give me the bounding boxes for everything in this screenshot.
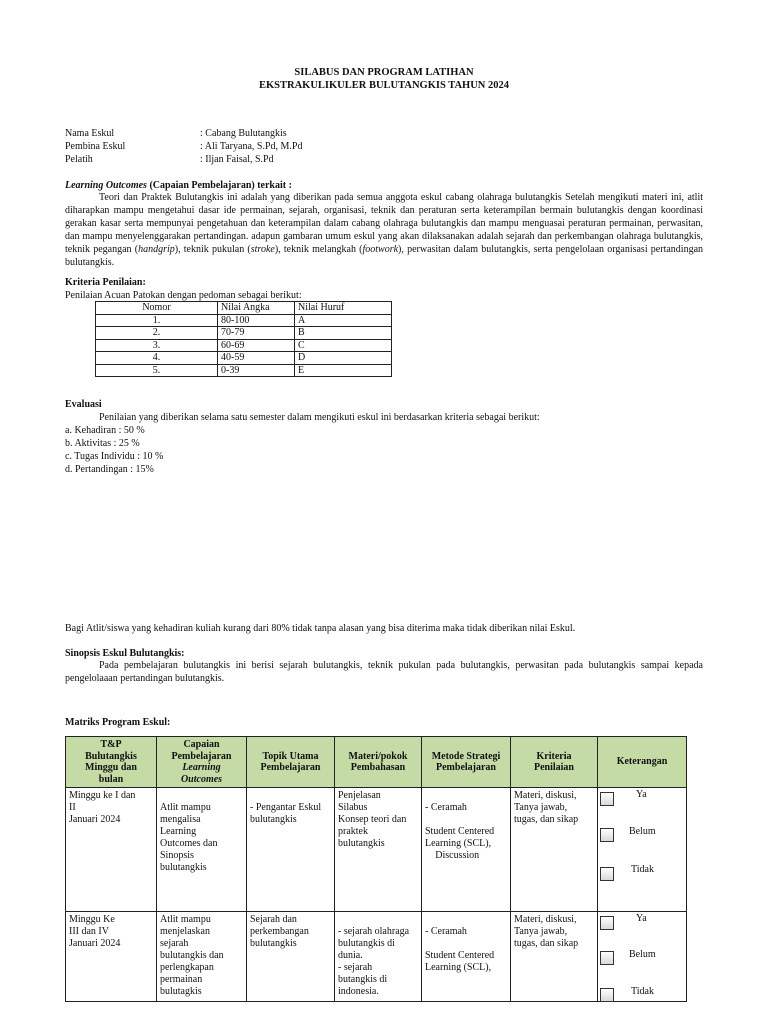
term-handgrip: handgrip <box>138 244 175 255</box>
cell-line <box>250 790 331 802</box>
matrix-cell-keterangan <box>598 912 687 1002</box>
matrix-header-kriteria <box>511 737 598 788</box>
term-footwork: footwork <box>362 244 399 255</box>
checkbox-tidak[interactable] <box>600 988 614 1002</box>
checkbox-tidak[interactable] <box>600 867 614 881</box>
cell-line: Student Centered <box>425 950 495 961</box>
document-title-line-2: EKSTRAKULIKULER BULUTANGKIS TAHUN 2024 <box>258 80 509 91</box>
cell-line: menjelaskan <box>160 926 210 937</box>
kriteria-intro: Penilaian Acuan Patokan dengan pedoman sebagai berikut: <box>65 290 302 301</box>
checkbox-label: Belum <box>629 826 656 837</box>
document-title-line-1: SILABUS DAN PROGRAM LATIHAN <box>294 67 474 78</box>
grade-table-row <box>96 327 392 340</box>
info-label: Pelatih <box>65 154 93 165</box>
cell-line: sejarah <box>160 938 189 949</box>
matrix-cell-kriteria <box>511 912 598 1002</box>
cell-line: Penjelasan <box>338 790 381 801</box>
cell-line <box>425 790 507 802</box>
cell-line: Januari 2024 <box>69 938 121 949</box>
matrix-cell-metode <box>422 912 511 1002</box>
cell-line: II <box>69 802 76 813</box>
matriks-heading: Matriks Program Eskul: <box>65 717 171 728</box>
grade-cell: E <box>295 364 392 377</box>
cell-line: bulutangkis <box>338 838 385 849</box>
cell-line <box>425 914 507 926</box>
sinopsis-heading: Sinopsis Eskul Bulutangkis: <box>65 648 185 659</box>
matrix-header-row <box>66 737 687 788</box>
grade-cell: D <box>295 352 392 365</box>
grade-cell: A <box>295 314 392 327</box>
matrix-cell-materi <box>335 788 422 912</box>
grade-cell: 0-39 <box>218 364 295 377</box>
matrix-row <box>66 912 687 1002</box>
header-line: bulan <box>98 773 124 785</box>
info-value: : Cabang Bulutangkis <box>200 128 287 139</box>
matrix-cell-metode <box>422 788 511 912</box>
header-line-italic: Learning <box>182 762 221 773</box>
cell-line <box>425 814 507 826</box>
cell-line: Discussion <box>425 850 469 861</box>
grade-table-row <box>96 364 392 377</box>
cell-line: Materi, diskusi, <box>514 790 577 801</box>
grade-cell: 60-69 <box>218 339 295 352</box>
cell-line <box>160 790 243 802</box>
matrix-header-keterangan <box>598 737 687 788</box>
paragraph-text: ), teknik pukulan ( <box>174 244 251 255</box>
cell-line: mengalisa <box>160 814 201 825</box>
cell-line: Tanya jawab, <box>514 802 568 813</box>
evaluasi-item: c. Tugas Individu : 10 % <box>65 451 164 462</box>
paragraph-text: Teori dan Praktek Bulutangkis ini adalah yang diberikan pada semua anggota eskul cabang olahraga bulutangkis Setelah mengikuti materi ini, atlit diharapkan mampu mengetahui dasar ide permainan, sejarah, organisasi, teknik dan peraturan serta keterampilan bermain bulutangkis dengan koordinasi gerakan kasar serta mempunyai pengetahuan dan keterampilan dalam cabang olahraga bulutangkis dan mampu menguasai peraturan permainan, perwasitan, dan mampu menyelenggarakan pertandingan. adapun gambaran umum eskul yang akan dilaksanakan adalah sejarah dan perkembangan olahraga bulutangkis, teknik pegangan ( <box>65 192 703 255</box>
kriteria-heading: Kriteria Penilaian: <box>65 277 146 288</box>
header-line: Pembelajaran <box>260 762 321 773</box>
header-line: Pembelajaran <box>171 750 232 762</box>
evaluasi-heading: Evaluasi <box>65 399 102 410</box>
cell-line: - sejarah olahraga <box>338 926 410 937</box>
evaluasi-intro <box>65 411 540 424</box>
header-line: Keterangan <box>616 756 668 768</box>
cell-line: Atlit mampu <box>160 914 211 925</box>
cell-line: Student Centered <box>425 826 495 837</box>
cell-line: Atlit mampu <box>160 802 211 813</box>
cell-line: indonesia. <box>338 986 379 997</box>
cell-line: - Ceramah <box>425 802 467 813</box>
learning-outcomes-heading-italic: Learning Outcomes <box>65 180 147 191</box>
matrix-cell-capaian <box>157 912 247 1002</box>
cell-line: bulutangkis <box>250 814 297 825</box>
cell-line: bulutangkis <box>250 938 297 949</box>
cell-line: Januari 2024 <box>69 814 121 825</box>
cell-line <box>338 914 418 926</box>
matrix-row <box>66 788 687 912</box>
cell-line: praktek <box>338 826 368 837</box>
checkbox-label: Tidak <box>631 986 654 997</box>
grade-table-row <box>96 314 392 327</box>
header-line: Penilaian <box>533 762 574 773</box>
cell-line: - sejarah <box>338 962 373 973</box>
matrix-header-minggu <box>66 737 157 788</box>
sinopsis-paragraph <box>65 659 703 685</box>
grade-table-row <box>96 352 392 365</box>
info-value: : Iljan Faisal, S.Pd <box>200 154 274 165</box>
cell-line: Minggu ke I dan <box>69 790 136 801</box>
header-line: Metode Strategi <box>431 750 501 762</box>
cell-line: tugas, dan sikap <box>514 814 579 825</box>
header-line-italic: Outcomes <box>180 773 223 785</box>
checkbox-label: Belum <box>629 949 656 960</box>
learning-outcomes-paragraph <box>65 191 703 269</box>
grade-table-header <box>96 302 392 315</box>
cell-line: perkembangan <box>250 926 309 937</box>
grade-header-cell: Nilai Angka <box>218 302 295 315</box>
cell-line: Learning (SCL), <box>425 962 492 973</box>
grade-cell: 1. <box>96 314 218 327</box>
checkbox-label: Ya <box>636 789 647 800</box>
grade-cell: 40-59 <box>218 352 295 365</box>
matrix-cell-topik <box>247 912 335 1002</box>
grade-cell: 70-79 <box>218 327 295 340</box>
cell-line: dunia. <box>338 950 363 961</box>
cell-line: bulutangkis dan <box>160 950 224 961</box>
cell-line: III dan IV <box>69 926 109 937</box>
cell-line: perlengkapan <box>160 962 214 973</box>
grade-cell: C <box>295 339 392 352</box>
cell-line: Materi, diskusi, <box>514 914 577 925</box>
grade-cell: 3. <box>96 339 218 352</box>
cell-line: Konsep teori dan <box>338 814 407 825</box>
attendance-note: Bagi Atlit/siswa yang kehadiran kuliah kurang dari 80% tidak tanpa alasan yang bisa diterima maka tidak diberikan nilai Eskul. <box>65 623 576 634</box>
checkbox-ya[interactable] <box>600 916 614 930</box>
cell-line: butangkis di <box>338 974 388 985</box>
cell-line: Learning <box>160 826 197 837</box>
cell-line: Learning (SCL), <box>425 838 492 849</box>
learning-outcomes-heading-rest: (Capaian Pembelajaran) terkait : <box>146 180 292 191</box>
paragraph-text: ), perwasitan dalam bulutangkis, serta pengelolaan organisasi pertandingan bulutangkis. <box>65 244 704 268</box>
matrix-header-materi <box>335 737 422 788</box>
cell-line: - Pengantar Eskul <box>250 802 322 813</box>
grade-cell: 5. <box>96 364 218 377</box>
info-label: Pembina Eskul <box>65 141 126 152</box>
info-label: Nama Eskul <box>65 128 115 139</box>
checkbox-label: Ya <box>636 913 647 924</box>
grade-cell: 4. <box>96 352 218 365</box>
matrix-cell-minggu <box>66 912 157 1002</box>
matrix-header-capaian <box>157 737 247 788</box>
cell-line: Sinopsis <box>160 850 194 861</box>
evaluasi-intro-text: Penilaian yang diberikan selama satu semester dalam mengikuti eskul ini berdasarkan kriteria sebagai berikut: <box>99 412 540 423</box>
checkbox-label: Tidak <box>631 864 654 875</box>
cell-line: Silabus <box>338 802 368 813</box>
matrix-cell-capaian <box>157 788 247 912</box>
cell-line: Minggu Ke <box>69 914 115 925</box>
sinopsis-text: Pada pembelajaran bulutangkis ini berisi sejarah bulutangkis, teknik pukulan pada bulutangkis, perwasitan pada bulutangkis sampai kepada pengelolaaan pertandingan bulutangkis. <box>65 660 703 684</box>
cell-line: bulutangkis di <box>338 938 395 949</box>
evaluasi-item: d. Pertandingan : 15% <box>65 464 154 475</box>
header-line: Materi/pokok <box>348 750 408 762</box>
header-line: T&P <box>100 739 122 750</box>
checkbox-ya[interactable] <box>600 792 614 806</box>
header-line: Pembelajaran <box>436 762 496 773</box>
header-line: Capaian <box>183 739 220 750</box>
cell-line: tugas, dan sikap <box>514 938 579 949</box>
header-line: Minggu dan <box>85 762 137 773</box>
info-value: : Ali Taryana, S.Pd, M.Pd <box>200 141 303 152</box>
matrix-cell-topik <box>247 788 335 912</box>
checkbox-belum[interactable] <box>600 951 614 965</box>
grade-header-cell: Nilai Huruf <box>295 302 392 315</box>
header-line: Bulutangkis <box>85 750 137 762</box>
evaluasi-item: a. Kehadiran : 50 % <box>65 425 145 436</box>
cell-line: Sejarah dan <box>250 914 297 925</box>
term-stroke: stroke <box>250 244 275 255</box>
cell-line: Outcomes dan <box>160 838 218 849</box>
grade-cell: 80-100 <box>218 314 295 327</box>
grade-table-row <box>96 339 392 352</box>
matrix-cell-kriteria <box>511 788 598 912</box>
cell-line: bulutangkis <box>160 862 207 873</box>
matrix-cell-keterangan <box>598 788 687 912</box>
matrix-cell-materi <box>335 912 422 1002</box>
evaluasi-item: b. Aktivitas : 25 % <box>65 438 140 449</box>
paragraph-text: ), teknik melangkah ( <box>274 244 363 255</box>
checkbox-belum[interactable] <box>600 828 614 842</box>
header-line: Pembahasan <box>350 762 406 773</box>
header-line: Topik Utama <box>262 750 319 762</box>
cell-line <box>425 938 507 950</box>
cell-line: - Ceramah <box>425 926 467 937</box>
header-line: Kriteria <box>536 750 572 762</box>
program-matrix-table <box>65 736 687 1002</box>
grade-cell: B <box>295 327 392 340</box>
cell-line: Tanya jawab, <box>514 926 568 937</box>
grade-cell: 2. <box>96 327 218 340</box>
grade-header-cell: Nomor <box>96 302 218 315</box>
matrix-cell-minggu <box>66 788 157 912</box>
matrix-header-metode <box>422 737 511 788</box>
matrix-header-topik <box>247 737 335 788</box>
grade-table <box>95 301 392 377</box>
cell-line: permainan <box>160 974 203 985</box>
cell-line: bulutagkis <box>160 986 202 997</box>
